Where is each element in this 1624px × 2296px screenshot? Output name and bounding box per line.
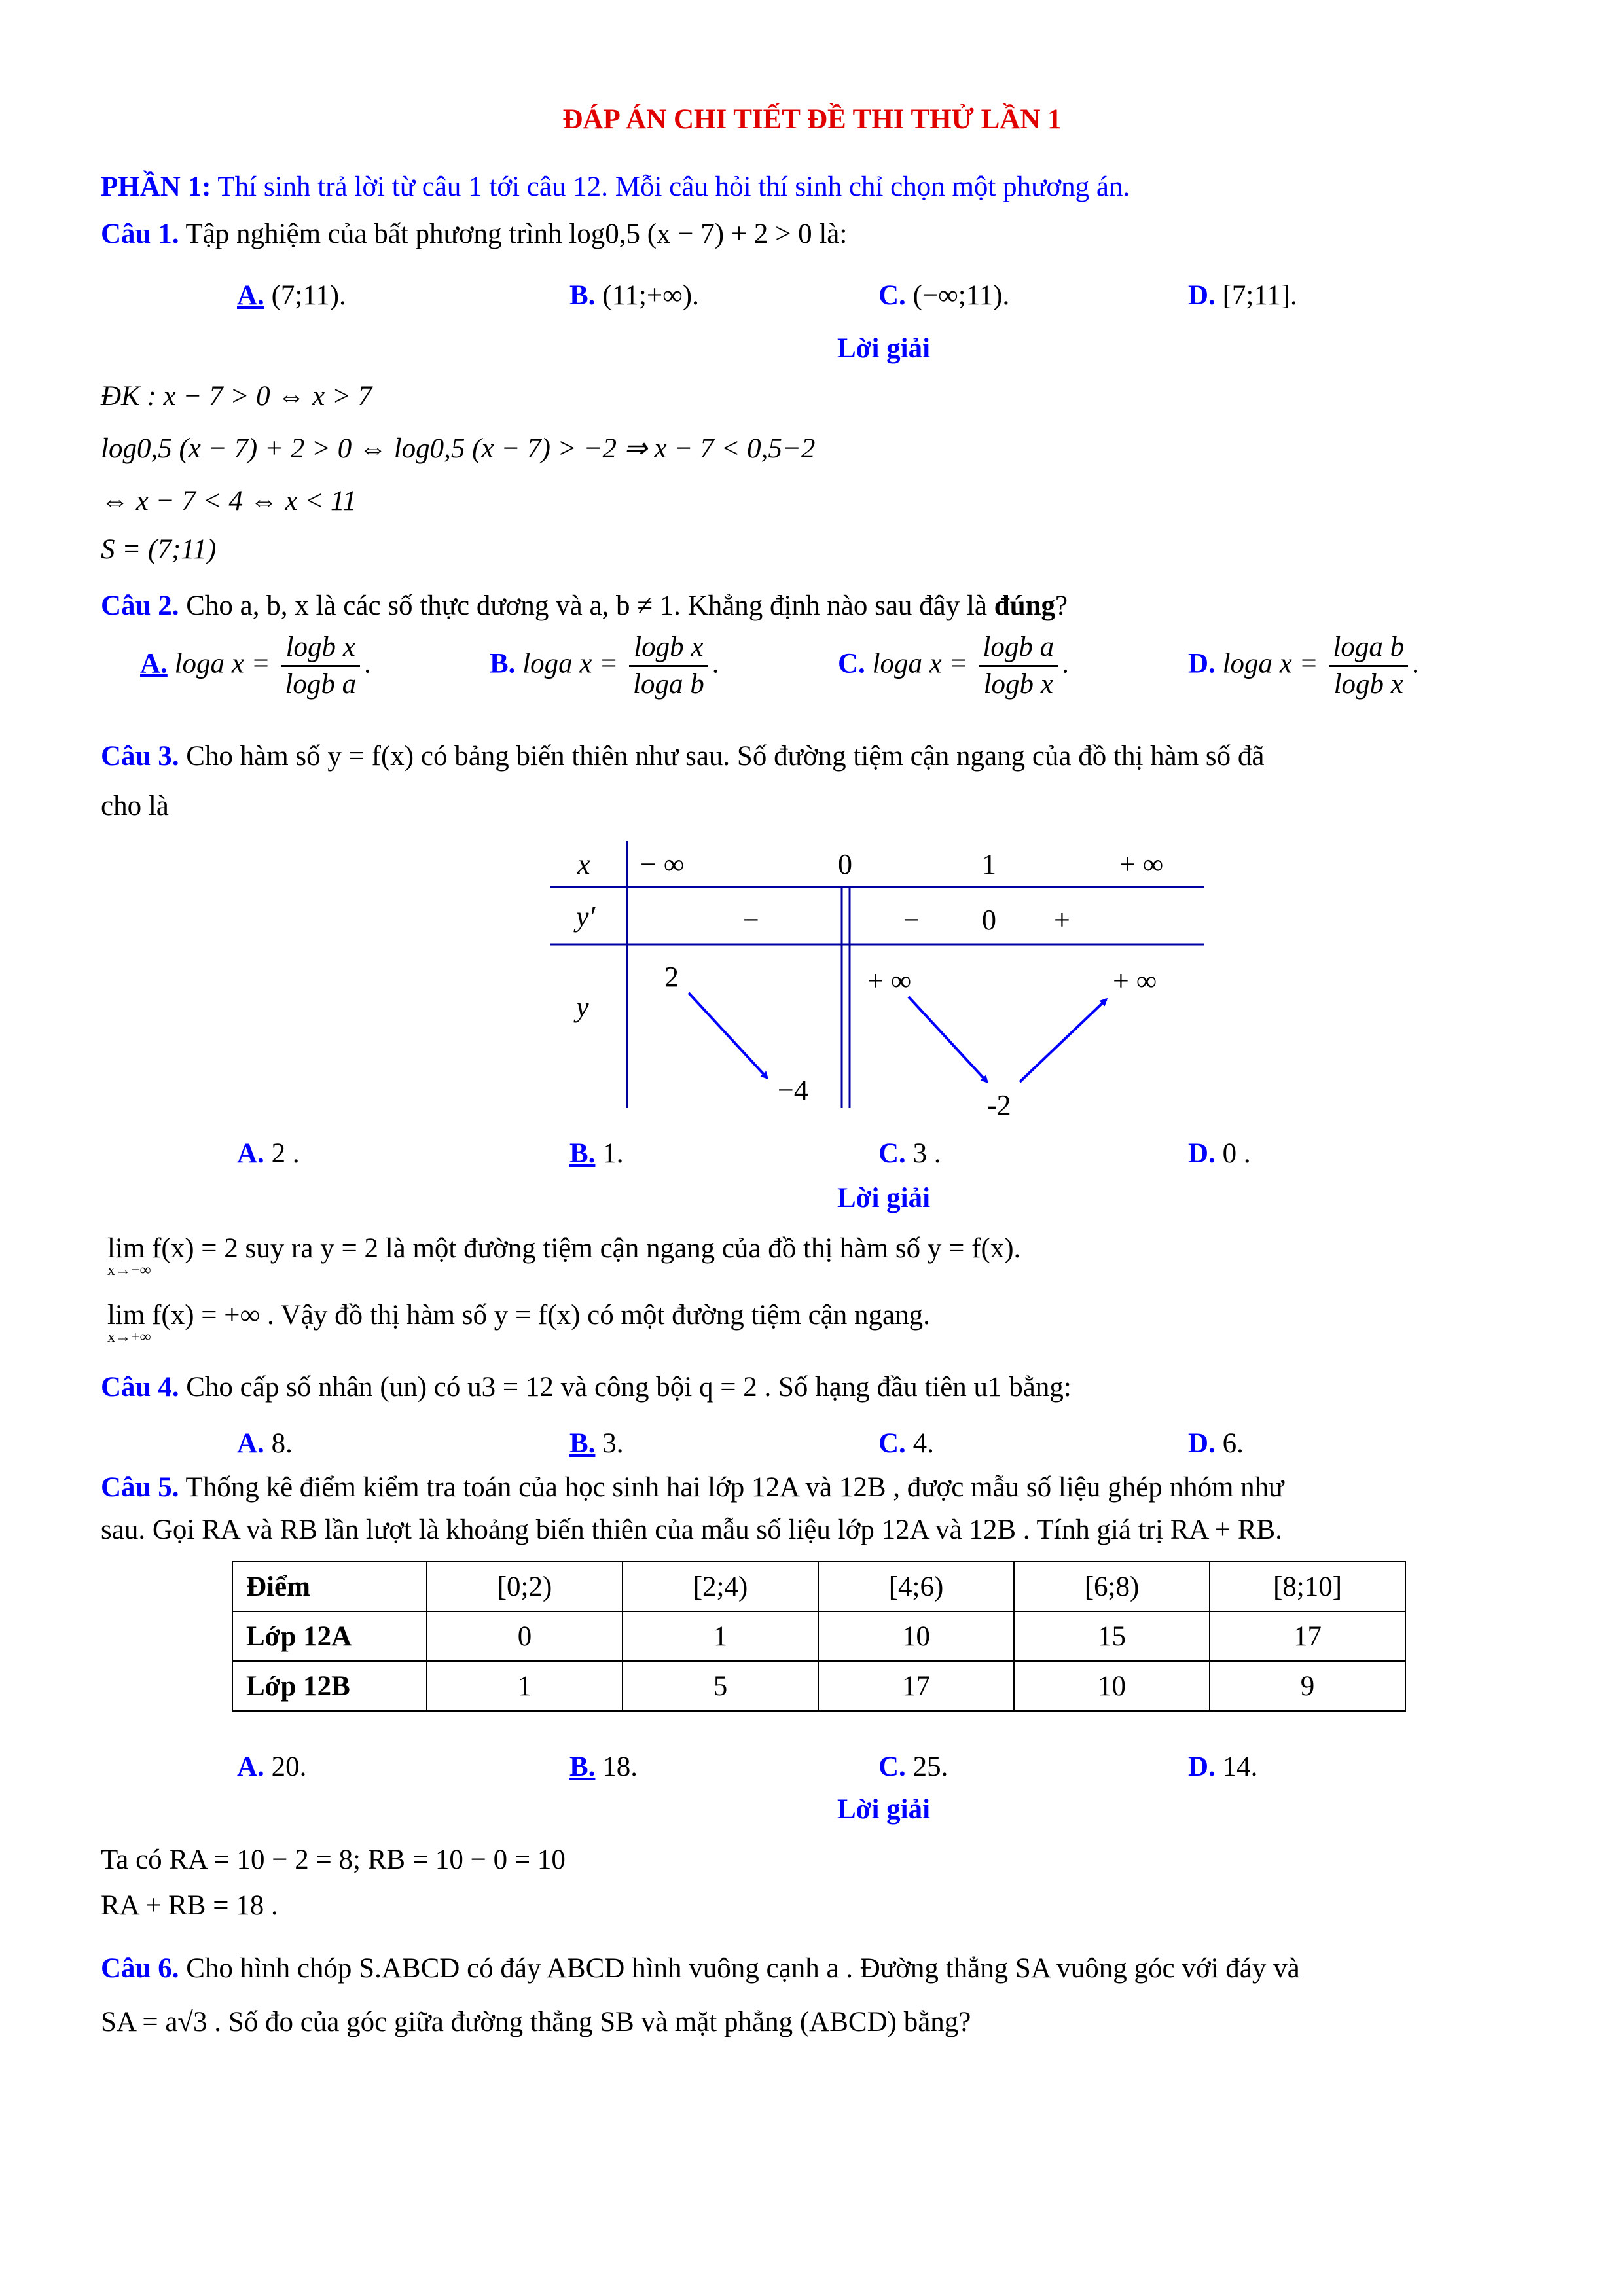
q2-text-end: ? xyxy=(1055,590,1068,621)
q2-option-c-num: logb a xyxy=(979,630,1058,667)
q4-option-a[interactable] xyxy=(237,1426,293,1462)
q5-option-d-value: 14. xyxy=(1222,1751,1258,1782)
q3-solution-line-1: lim f(x) = 2 suy ra y = 2 là một đường tiệm cận ngang của đồ thị hàm số y = f(x). xyxy=(107,1233,1021,1264)
q3-option-d-letter: D. xyxy=(1188,1138,1216,1169)
score-table-cell: 1 xyxy=(427,1661,623,1711)
q4-label: Câu 4. xyxy=(101,1372,179,1403)
q3-option-c-value: 3 . xyxy=(912,1138,941,1169)
part1-label: PHẦN 1: xyxy=(101,171,211,202)
score-table-row xyxy=(232,1611,1405,1661)
q2-option-b[interactable]: B. loga x = $\frac{\text{logb x}}{\text{loga b}}$ . xyxy=(490,630,719,702)
table-yp-sign-2: − xyxy=(903,904,920,936)
q4-option-c-value: 4. xyxy=(912,1428,934,1459)
q4-option-b-value: 3. xyxy=(602,1428,624,1459)
q5-stem-line-1 xyxy=(101,1469,1284,1506)
q4-option-a-letter: A. xyxy=(237,1428,264,1459)
q1-option-b[interactable] xyxy=(569,278,699,314)
q1-stem xyxy=(101,216,847,253)
table-y-minus-two: -2 xyxy=(987,1089,1011,1116)
q5-text-1: Thống kê điểm kiểm tra toán của học sinh hai lớp 12A và 12B , được mẫu số liệu ghép nhóm như xyxy=(185,1472,1284,1503)
q5-solution-heading: Lời giải xyxy=(837,1794,931,1825)
q6-label: Câu 6. xyxy=(101,1953,179,1984)
q5-option-b-letter: B. xyxy=(569,1751,596,1782)
q5-solution-line-2: RA + RB = 18 . xyxy=(101,1890,278,1921)
q2-option-d-fraction xyxy=(1329,630,1408,702)
q1-solution-heading: Lời giải xyxy=(837,333,931,364)
score-table-cell: 10 xyxy=(1014,1661,1210,1711)
q4-option-d-value: 6. xyxy=(1222,1428,1244,1459)
q2-option-b-num: logb x xyxy=(629,630,708,667)
table-y-pos-inf-2: + ∞ xyxy=(1113,965,1157,997)
q4-option-c-letter: C. xyxy=(878,1428,906,1459)
arrow-down-2 xyxy=(909,997,987,1082)
q3-text-1: Cho hàm số y = f(x) có bảng biến thiên như sau. Số đường tiệm cận ngang của đồ thị hàm số đã xyxy=(186,741,1265,772)
score-table-header-cell: Điểm xyxy=(232,1562,427,1611)
q2-option-a-lhs: loga x = xyxy=(174,648,270,679)
table-y-two: 2 xyxy=(664,961,679,993)
q2-option-a[interactable]: A. loga x = $\frac{\text{logb x}}{\text{logb a}}$ . xyxy=(140,630,371,702)
q1-option-a[interactable] xyxy=(237,278,346,314)
q5-solution-line-1: Ta có RA = 10 − 2 = 8; RB = 10 − 0 = 10 xyxy=(101,1844,566,1875)
q6-stem-line-1 xyxy=(101,1950,1300,1987)
q1-solution-line-3: ⇔ x − 7 < 4 ⇔ x < 11 xyxy=(101,486,357,516)
table-yp-sign-1: − xyxy=(743,904,759,936)
part1-line xyxy=(101,169,1130,206)
q3-option-a-value: 2 . xyxy=(271,1138,300,1169)
table-yp-sign-3: + xyxy=(1054,904,1070,936)
q3-option-b-letter: B. xyxy=(569,1138,596,1169)
q1-solution-line-2: log0,5 (x − 7) + 2 > 0 ⇔ log0,5 (x − 7) > −2 ⇒ x − 7 < 0,5−2 xyxy=(101,433,816,464)
q3-option-a[interactable] xyxy=(237,1136,300,1172)
q2-option-b-den: loga b xyxy=(633,669,704,700)
score-table-cell: 15 xyxy=(1014,1611,1210,1661)
q2-option-a-den: logb a xyxy=(285,669,357,700)
score-table-header-cell: [2;4) xyxy=(623,1562,818,1611)
table-yp-label: y′ xyxy=(576,901,596,933)
q4-option-b-letter: B. xyxy=(569,1428,596,1459)
q1-option-b-value: (11;+∞). xyxy=(602,280,699,311)
q3-lim-sub-2: x→+∞ xyxy=(107,1329,151,1346)
q6-stem-line-2: SA = a√3 . Số đo của góc giữa đường thẳng SB và mặt phẳng (ABCD) bằng? xyxy=(101,2007,971,2037)
arrow-down-1 xyxy=(689,993,767,1078)
score-table-cell: 17 xyxy=(818,1661,1014,1711)
table-x-one: 1 xyxy=(982,848,996,880)
q3-option-c[interactable] xyxy=(878,1136,941,1172)
q5-label: Câu 5. xyxy=(101,1472,179,1503)
q1-option-b-letter: B. xyxy=(569,280,596,311)
q1-label: Câu 1. xyxy=(101,219,179,249)
q1-option-d[interactable] xyxy=(1188,278,1297,314)
q4-option-d-letter: D. xyxy=(1188,1428,1216,1459)
q2-option-d[interactable]: D. loga x = $\frac{\text{loga b}}{\text{logb x}}$ . xyxy=(1188,630,1419,702)
q1-option-d-value: [7;11]. xyxy=(1222,280,1297,311)
q2-option-d-letter: D. xyxy=(1188,648,1216,679)
score-table-cell: 10 xyxy=(818,1611,1014,1661)
q5-option-b[interactable] xyxy=(569,1749,638,1785)
q3-option-a-letter: A. xyxy=(237,1138,264,1169)
q3-option-b[interactable] xyxy=(569,1136,623,1172)
table-y-label: y xyxy=(576,991,589,1023)
q1-option-d-letter: D. xyxy=(1188,280,1216,311)
q3-stem-line-1 xyxy=(101,738,1265,775)
page-title: ĐÁP ÁN CHI TIẾT ĐỀ THI THỬ LẦN 1 xyxy=(562,104,1062,135)
q5-option-d-letter: D. xyxy=(1188,1751,1216,1782)
score-table-cell: 5 xyxy=(623,1661,818,1711)
q1-option-a-value: (7;11). xyxy=(271,280,346,311)
q1-option-c-letter: C. xyxy=(878,280,906,311)
q5-option-a-letter: A. xyxy=(237,1751,264,1782)
q2-option-c-den: logb x xyxy=(983,669,1053,700)
q2-option-b-letter: B. xyxy=(490,648,516,679)
score-table-header-cell: [4;6) xyxy=(818,1562,1014,1611)
q4-option-a-value: 8. xyxy=(271,1428,293,1459)
q2-option-c-letter: C. xyxy=(838,648,865,679)
score-table-header-cell: [6;8) xyxy=(1014,1562,1210,1611)
q2-option-d-lhs: loga x = xyxy=(1222,648,1318,679)
q5-option-c-letter: C. xyxy=(878,1751,906,1782)
score-table-cell: 17 xyxy=(1210,1611,1405,1661)
q4-text: Cho cấp số nhân (un) có u3 = 12 và công bội q = 2 . Số hạng đầu tiên u1 bằng: xyxy=(186,1372,1072,1403)
score-table-header-row xyxy=(232,1562,1405,1611)
q2-option-b-lhs: loga x = xyxy=(522,648,619,679)
part1-text: Thí sinh trả lời từ câu 1 tới câu 12. Mỗi câu hỏi thí sinh chỉ chọn một phương án. xyxy=(217,171,1130,202)
table-x-neg-inf: − ∞ xyxy=(640,848,685,880)
q2-option-c-lhs: loga x = xyxy=(872,648,968,679)
q2-text-bold: đúng xyxy=(994,590,1056,621)
q5-option-c[interactable] xyxy=(878,1749,948,1785)
q3-solution-line-2: lim f(x) = +∞ . Vậy đồ thị hàm số y = f(x) có một đường tiệm cận ngang. xyxy=(107,1300,930,1331)
score-table-header-cell: [8;10] xyxy=(1210,1562,1405,1611)
q3-stem-line-2: cho là xyxy=(101,791,169,821)
q2-option-c[interactable]: C. loga x = $\frac{\text{logb a}}{\text{logb x}}$ . xyxy=(838,630,1069,702)
q3-label: Câu 3. xyxy=(101,741,179,772)
q5-option-a-value: 20. xyxy=(271,1751,307,1782)
score-table-row xyxy=(232,1661,1405,1711)
table-y-pos-inf-1: + ∞ xyxy=(867,965,912,997)
q4-stem xyxy=(101,1369,1072,1406)
q2-option-d-num: loga b xyxy=(1329,630,1408,667)
q2-option-a-num: logb x xyxy=(281,630,360,667)
q4-option-b[interactable] xyxy=(569,1426,623,1462)
variation-table xyxy=(550,841,1218,1116)
table-x-zero: 0 xyxy=(838,848,852,880)
q2-option-d-den: logb x xyxy=(1333,669,1403,700)
q5-option-b-value: 18. xyxy=(602,1751,638,1782)
q2-label: Câu 2. xyxy=(101,590,179,621)
q3-option-b-value: 1. xyxy=(602,1138,624,1169)
q2-stem xyxy=(101,588,1068,624)
q2-option-a-fraction xyxy=(281,630,360,702)
score-table-cell: 1 xyxy=(623,1611,818,1661)
q1-option-c[interactable] xyxy=(878,278,1009,314)
q5-option-a[interactable] xyxy=(237,1749,306,1785)
q6-text-1: Cho hình chóp S.ABCD có đáy ABCD hình vuông cạnh a . Đường thẳng SA vuông góc với đáy và xyxy=(186,1953,1300,1984)
q2-option-a-letter: A. xyxy=(140,648,168,679)
arrow-up xyxy=(1020,999,1106,1082)
q3-solution-heading: Lời giải xyxy=(837,1183,931,1213)
score-table-cell: 9 xyxy=(1210,1661,1405,1711)
q5-option-d[interactable] xyxy=(1188,1749,1257,1785)
q2-option-b-fraction xyxy=(629,630,708,702)
table-y-minus-four: −4 xyxy=(778,1074,808,1106)
q1-solution-line-1: ĐK : x − 7 > 0 ⇔ x > 7 xyxy=(101,381,372,412)
score-table-header-cell: [0;2) xyxy=(427,1562,623,1611)
score-table-row-label: Lớp 12A xyxy=(232,1611,427,1661)
q1-solution-line-4: S = (7;11) xyxy=(101,534,217,565)
q3-option-d[interactable] xyxy=(1188,1136,1251,1172)
q5-option-c-value: 25. xyxy=(912,1751,948,1782)
table-x-pos-inf: + ∞ xyxy=(1119,848,1164,880)
q4-option-c[interactable] xyxy=(878,1426,934,1462)
q4-option-d[interactable] xyxy=(1188,1426,1244,1462)
q3-option-c-letter: C. xyxy=(878,1138,906,1169)
table-yp-zero: 0 xyxy=(982,904,996,936)
score-table-row-label: Lớp 12B xyxy=(232,1661,427,1711)
score-table xyxy=(232,1561,1406,1712)
score-table-cell: 0 xyxy=(427,1611,623,1661)
q2-option-c-fraction xyxy=(979,630,1058,702)
q2-text: Cho a, b, x là các số thực dương và a, b ≠ 1. Khẳng định nào sau đây là xyxy=(186,590,994,621)
q3-lim-sub-1: x→−∞ xyxy=(107,1262,151,1279)
q1-option-a-letter: A. xyxy=(237,280,264,311)
q5-stem-line-2: sau. Gọi RA và RB lần lượt là khoảng biến thiên của mẫu số liệu lớp 12A và 12B . Tính giá trị RA + RB. xyxy=(101,1515,1282,1545)
table-x-label: x xyxy=(577,848,590,880)
q1-text: Tập nghiệm của bất phương trình log0,5 (x − 7) + 2 > 0 là: xyxy=(185,219,848,249)
q3-option-d-value: 0 . xyxy=(1222,1138,1251,1169)
q1-option-c-value: (−∞;11). xyxy=(912,280,1010,311)
